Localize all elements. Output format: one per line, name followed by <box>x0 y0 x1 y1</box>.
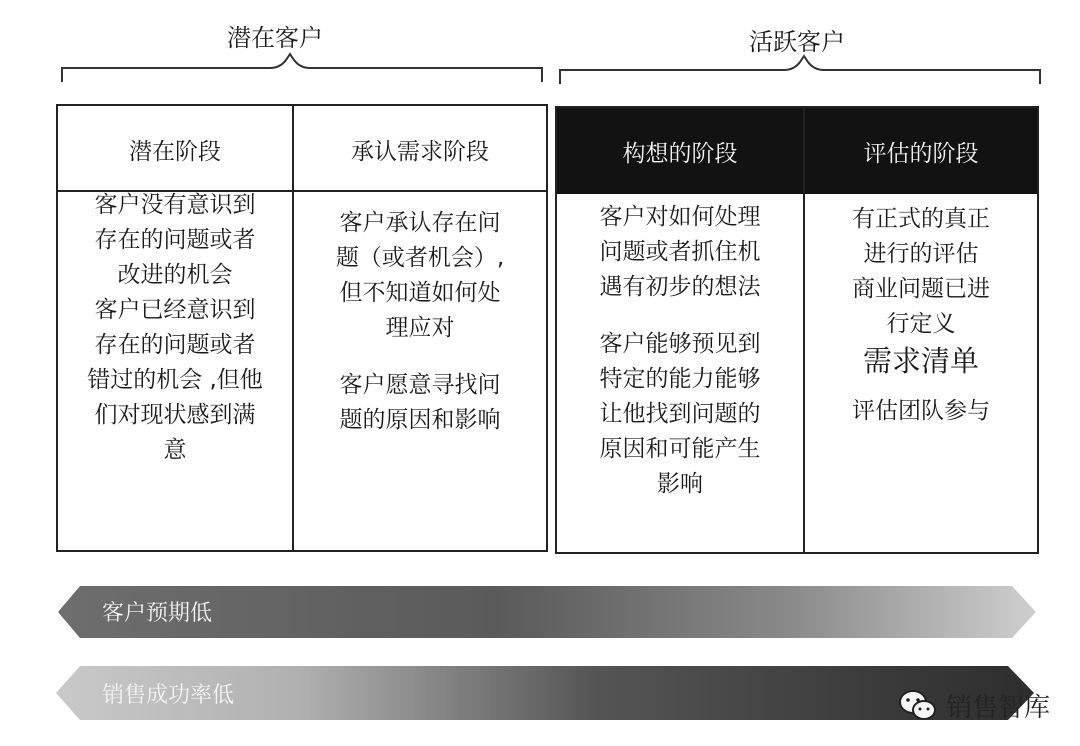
stage-body-latent: 客户没有意识到 存在的问题或者 改进的机会 客户已经意识到 存在的问题或者 错过的机会 ,但他 们对现状感到满 意 <box>87 192 263 463</box>
group-title-potential: 潜在客户 <box>227 24 323 52</box>
stage-body-acknowledge-need: 客户承认存在问 题（或者机会）, 但不知道如何处 理应对 客户愿意寻找问 题的原因和影响 <box>335 210 505 433</box>
stage-header-latent: 潜在阶段 <box>129 138 221 165</box>
stage-body-envision: 客户对如何处理 问题或者抓住机 遇有初步的想法 客户能够预见到 特定的能力能够 让他找到问题的 原因和可能产生 影响 <box>599 204 761 497</box>
stage-body-evaluate: 有正式的真正 进行的评估 商业问题已进 行定义 需求清单 评估团队参与 <box>805 202 1037 429</box>
arrow-label-sales-success: 销售成功率低 <box>102 683 235 708</box>
brace-active <box>556 52 1046 88</box>
stage-header-acknowledge-need: 承认需求阶段 <box>351 138 489 165</box>
stage-header-envision: 构想的阶段 <box>557 108 803 194</box>
stage-header-evaluate: 评估的阶段 <box>805 108 1037 194</box>
arrow-label-customer-expectation: 客户预期低 <box>102 601 213 626</box>
watermark <box>898 687 1050 724</box>
active-customers-panel <box>555 106 1039 554</box>
potential-customers-panel <box>56 104 548 552</box>
wechat-icon <box>898 689 938 723</box>
requirements-list-label: 需求清单 <box>862 344 979 378</box>
brace-potential <box>58 50 548 86</box>
group-title-active: 活跃客户 <box>749 28 845 56</box>
watermark-text: 销售智库 <box>945 693 1050 723</box>
